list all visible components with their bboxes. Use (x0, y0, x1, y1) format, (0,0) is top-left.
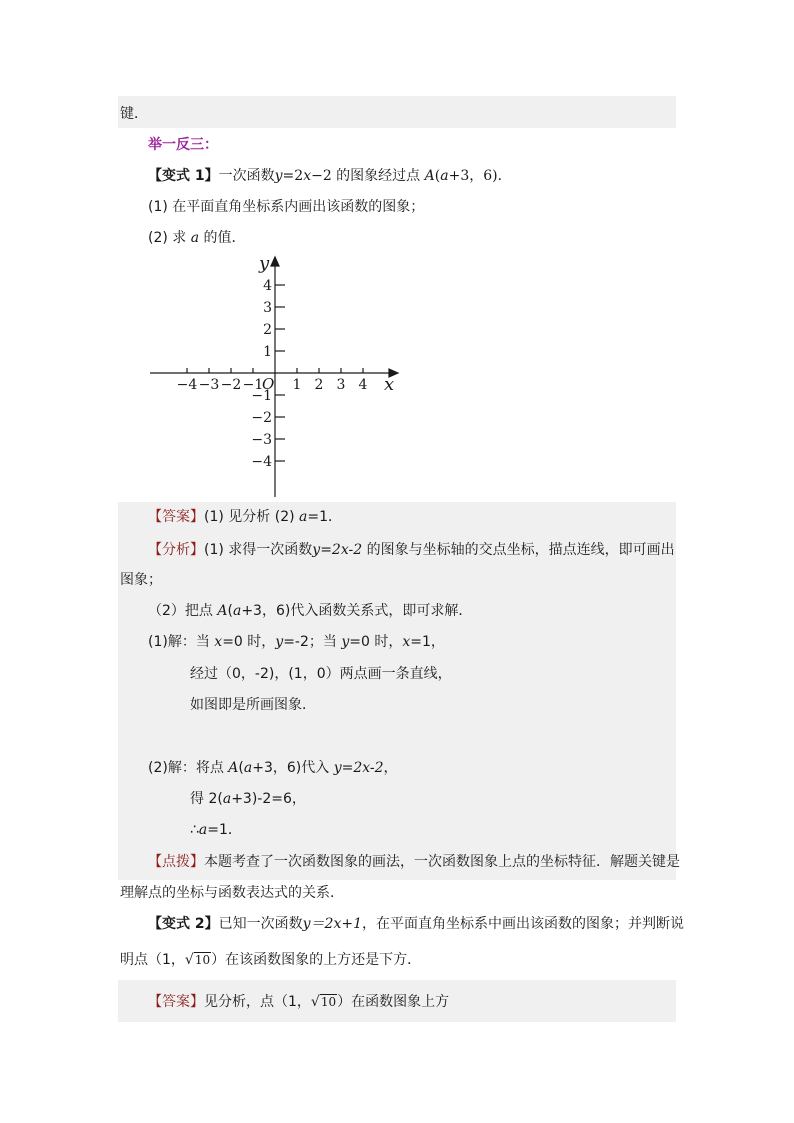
answer1-text2: =1． (307, 509, 343, 525)
intro-tail: 键． (120, 106, 148, 122)
variant2-tag: 【变式 2】 (148, 916, 219, 932)
variant1-stem-text2: 的图象经过点 (331, 168, 425, 184)
eq-y: y (274, 168, 283, 184)
tip-text: 本题考查了一次函数图象的画法，一次函数图象上点的坐标特征．解题关键是 (204, 854, 680, 870)
analysis-text: (1) 求得一次函数 (204, 542, 313, 558)
solution-line4 (148, 758, 398, 778)
sol4-c: +3，6)代入 (252, 760, 334, 776)
solution-line1 (148, 632, 445, 652)
point-A: A (424, 168, 435, 184)
origin-label: O (262, 375, 275, 393)
eq-x: x (303, 168, 312, 184)
analysis-line3 (148, 601, 472, 621)
x-tick-label: 4 (358, 377, 368, 393)
answer1 (148, 507, 342, 527)
analysis3-A: A (217, 603, 228, 619)
analysis-text2: 的图象与坐标轴的交点坐标，描点连线，即可画出 (362, 542, 675, 558)
q2-text2: 的值． (199, 230, 246, 246)
variant1-stem-text: 一次函数 (218, 168, 275, 184)
sol5-a: 得 2( (190, 791, 223, 807)
sol6-a: ∴ (190, 822, 199, 838)
v2-l2-b: ）在该函数图象的上方还是下方． (211, 952, 422, 968)
sol6-b: =1． (207, 822, 242, 838)
analysis-line2: 图象； (120, 572, 162, 588)
solution-line6 (190, 820, 242, 840)
answer2-text2: ）在函数图象上方 (337, 994, 450, 1010)
x-tick-label: −2 (220, 377, 242, 393)
x-tick-label: −4 (176, 377, 198, 393)
sol4-a2: a (243, 760, 253, 776)
analysis-line1 (148, 540, 675, 560)
y-tick-label: 1 (263, 344, 272, 360)
paren: ( (434, 168, 441, 184)
sol4-a: (2)解：将点 (148, 760, 229, 776)
tip-tag: 【点拨】 (148, 854, 204, 870)
sol1-a: (1)解：当 (148, 634, 215, 650)
practice-heading: 举一反三： (148, 137, 218, 153)
analysis3-paren: ( (227, 603, 233, 619)
sol4-d: ， (383, 760, 398, 776)
v2-text2: ，在平面直角坐标系中画出该函数的图象；并判断说 (361, 916, 684, 932)
x-tick-label: −1 (242, 377, 264, 393)
y-axis-label: y (259, 253, 270, 274)
v2-text: 已知一次函数 (218, 916, 303, 932)
point-rest: +3，6)． (448, 168, 512, 184)
tip-line1 (148, 852, 680, 872)
answer2-text: 见分析，点（1， (204, 994, 311, 1010)
sol5-b: +3)-2=6， (231, 791, 306, 807)
y-tick-label: 3 (263, 300, 272, 316)
sol5-var: a (222, 791, 232, 807)
sol4-eq: y=2x-2 (333, 760, 384, 776)
x-tick-label: 1 (292, 377, 302, 393)
variant2-line2 (120, 950, 421, 970)
v2-eq: y＝2x+1 (302, 916, 362, 932)
answer2-tag: 【答案】 (148, 994, 204, 1010)
eq-end: −2 (311, 168, 332, 184)
sol1-x: x (214, 634, 223, 650)
x-axis-label: x (384, 374, 395, 395)
x-tick-label: −3 (198, 377, 220, 393)
eq-mid: =2 (282, 168, 304, 184)
analysis3-text: （2）把点 (148, 603, 218, 619)
analysis3-text2: +3，6)代入函数关系式，即可求解． (241, 603, 473, 619)
solution-line2: 经过（0，-2)，(1，0）两点画一条直线， (190, 666, 452, 682)
sqrt-10-answer: √10 (310, 994, 337, 1010)
sol1-d: =0 时， (349, 634, 403, 650)
q2-text: (2) 求 (148, 230, 191, 246)
sol1-y: y (275, 634, 284, 650)
y-tick-label: −3 (251, 432, 272, 448)
q2-var: a (190, 230, 200, 246)
sol1-y2: y (341, 634, 350, 650)
x-tick-label: 3 (336, 377, 346, 393)
sol1-b: =0 时， (222, 634, 276, 650)
answer1-var: a (299, 509, 308, 525)
sol1-e: =1， (410, 634, 445, 650)
y-tick-label: −1 (251, 388, 272, 404)
y-tick-label: −4 (251, 454, 272, 470)
y-tick-label: 4 (263, 278, 272, 294)
sol1-x2: x (402, 634, 411, 650)
sol4-A: A (228, 760, 239, 776)
analysis-tag: 【分析】 (148, 542, 204, 558)
sqrt-10: √10 (184, 952, 211, 968)
answer2 (148, 992, 449, 1012)
y-axis-arrow (271, 257, 279, 266)
sol4-b: ( (238, 760, 244, 776)
y-tick-label: −2 (251, 410, 272, 426)
x-tick-label: 2 (314, 377, 324, 393)
y-tick-label: 2 (263, 322, 272, 338)
sol6-var: a (198, 822, 208, 838)
var-a: a (440, 168, 449, 184)
variant1-question1: (1) 在平面直角坐标系内画出该函数的图象； (148, 199, 425, 215)
v2-l2-a: 明点（1， (120, 952, 185, 968)
sol1-c: =-2；当 (283, 634, 342, 650)
answer1-tag: 【答案】 (148, 509, 204, 525)
analysis3-a: a (232, 603, 242, 619)
solution-line5 (190, 789, 306, 809)
analysis-eq: y=2x-2 (312, 542, 363, 558)
sqrt-radicand: 10 (194, 953, 211, 967)
solution-line3: 如图即是所画图象． (190, 697, 316, 713)
variant2-line1 (148, 914, 684, 934)
sqrt-radicand-answer: 10 (320, 995, 337, 1009)
tip-line2: 理解点的坐标与函数表达式的关系． (120, 885, 344, 901)
answer1-text: (1) 见分析 (2) (204, 509, 300, 525)
variant1-tag: 【变式 1】 (148, 168, 219, 184)
